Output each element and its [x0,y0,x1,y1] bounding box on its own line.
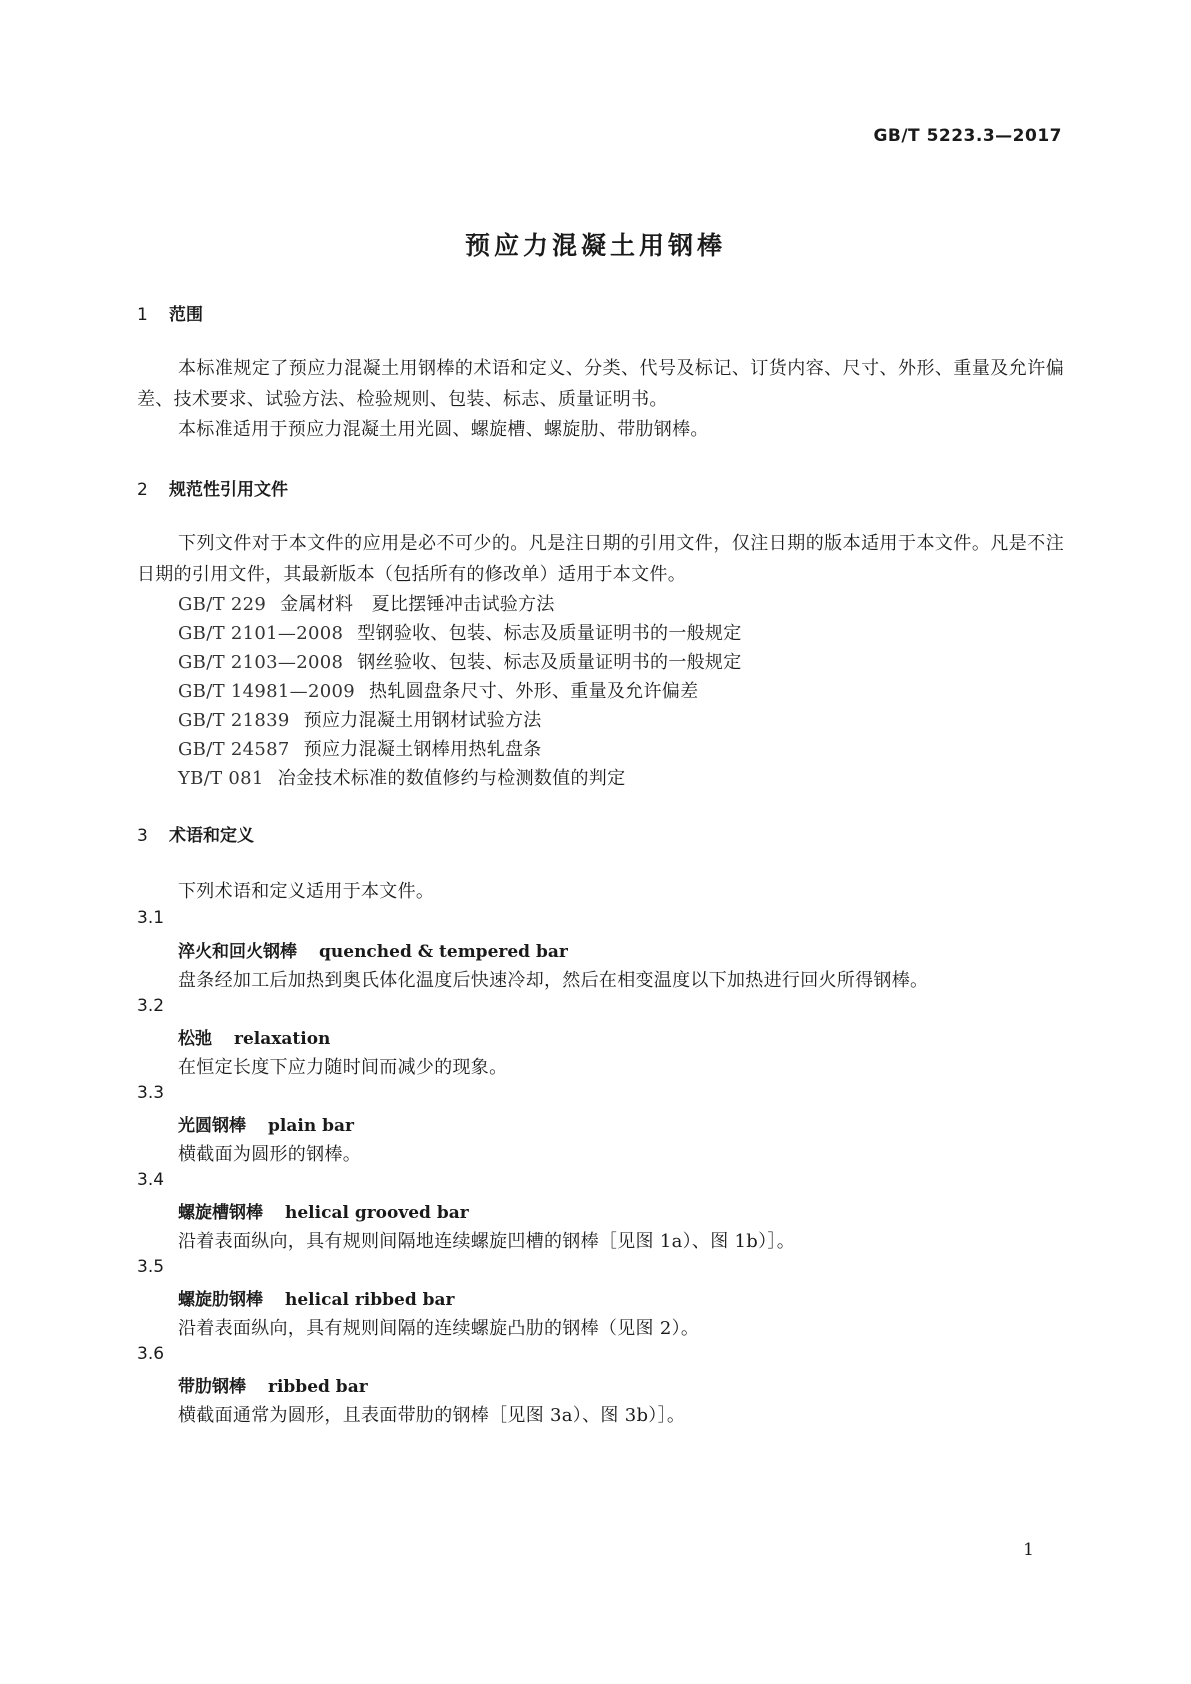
term-definition: 沿着表面纵向，具有规则间隔的连续螺旋凸肋的钢棒（见图 2）。 [178,1318,700,1339]
reference-title: 冶金技术标准的数值修约与检测数值的判定 [277,768,626,789]
term-definition: 在恒定长度下应力随时间而减少的现象。 [178,1057,508,1078]
term-number: 3.1 [137,908,165,928]
term-name [178,1198,469,1223]
section-number: 3 [137,826,148,846]
section-title: 规范性引用文件 [169,480,288,500]
reference-title: 预应力混凝土钢棒用热轧盘条 [303,739,542,760]
reference-code: GB/T 2103—2008 [178,652,344,673]
term-name-en: ribbed bar [268,1377,368,1397]
term-name-zh: 带肋钢棒 [178,1377,246,1397]
reference-code: GB/T 21839 [178,710,290,731]
term-number: 3.3 [137,1083,165,1103]
scope-paragraph-1: 本标准规定了预应力混凝土用钢棒的术语和定义、分类、代号及标记、订货内容、尺寸、外形、重量及允许偏差、技术要求、试验方法、检验规则、包装、标志、质量证明书。 [137,358,1064,410]
reference-item [178,648,742,674]
term-name-zh: 螺旋槽钢棒 [178,1203,263,1223]
reference-item [178,677,698,703]
standard-number: GB/T 5223.3—2017 [873,126,1062,146]
reference-code: GB/T 24587 [178,739,290,760]
reference-item [178,735,542,761]
reference-code: GB/T 14981—2009 [178,681,355,702]
section-heading-normative [137,475,288,500]
reference-item [178,764,625,790]
term-definition: 沿着表面纵向，具有规则间隔地连续螺旋凹槽的钢棒［见图 1a）、图 1b）］。 [178,1231,795,1252]
term-definition: 横截面为圆形的钢棒。 [178,1144,361,1165]
section-title: 术语和定义 [169,826,254,846]
reference-code: YB/T 081 [178,768,264,789]
reference-item [178,619,742,645]
term-name [178,1372,368,1397]
term-name-en: relaxation [234,1029,331,1049]
term-name-zh: 淬火和回火钢棒 [178,942,297,962]
term-name-zh: 光圆钢棒 [178,1116,246,1136]
section-number: 1 [137,305,148,325]
term-name-en: helical grooved bar [285,1203,469,1223]
term-name-en: quenched & tempered bar [319,942,568,962]
term-definition: 横截面通常为圆形，且表面带肋的钢棒［见图 3a）、图 3b）］。 [178,1405,686,1426]
term-name-en: helical ribbed bar [285,1290,455,1310]
term-definition: 盘条经加工后加热到奥氏体化温度后快速冷却，然后在相变温度以下加热进行回火所得钢棒。 [178,970,929,991]
term-number: 3.2 [137,996,165,1016]
section-title: 范围 [169,305,203,325]
section-heading-scope [137,300,203,325]
normative-intro: 下列文件对于本文件的应用是必不可少的。凡是注日期的引用文件，仅注日期的版本适用于本文件。凡是不注日期的引用文件，其最新版本（包括所有的修改单）适用于本文件。 [137,533,1064,585]
section-number: 2 [137,480,148,500]
term-name-zh: 螺旋肋钢棒 [178,1290,263,1310]
reference-title: 钢丝验收、包装、标志及质量证明书的一般规定 [357,652,742,673]
terms-intro: 下列术语和定义适用于本文件。 [178,881,435,902]
term-name [178,937,568,962]
term-name [178,1285,455,1310]
reference-title: 金属材料 夏比摆锤冲击试验方法 [280,594,555,615]
term-number: 3.5 [137,1257,165,1277]
section-heading-terms [137,821,254,846]
scope-paragraph-2: 本标准适用于预应力混凝土用光圆、螺旋槽、螺旋肋、带肋钢棒。 [178,419,709,440]
reference-code: GB/T 229 [178,594,267,615]
term-name-zh: 松弛 [178,1029,212,1049]
reference-item [178,706,542,732]
term-number: 3.6 [137,1344,165,1364]
term-name [178,1024,330,1049]
reference-code: GB/T 2101—2008 [178,623,344,644]
document-title: 预应力混凝土用钢棒 [464,231,726,260]
page-number: 1 [1023,1540,1034,1560]
reference-title: 热轧圆盘条尺寸、外形、重量及允许偏差 [368,681,699,702]
reference-title: 型钢验收、包装、标志及质量证明书的一般规定 [357,623,742,644]
term-name [178,1111,354,1136]
term-number: 3.4 [137,1170,165,1190]
reference-title: 预应力混凝土用钢材试验方法 [303,710,542,731]
reference-item [178,590,555,616]
term-name-en: plain bar [268,1116,354,1136]
